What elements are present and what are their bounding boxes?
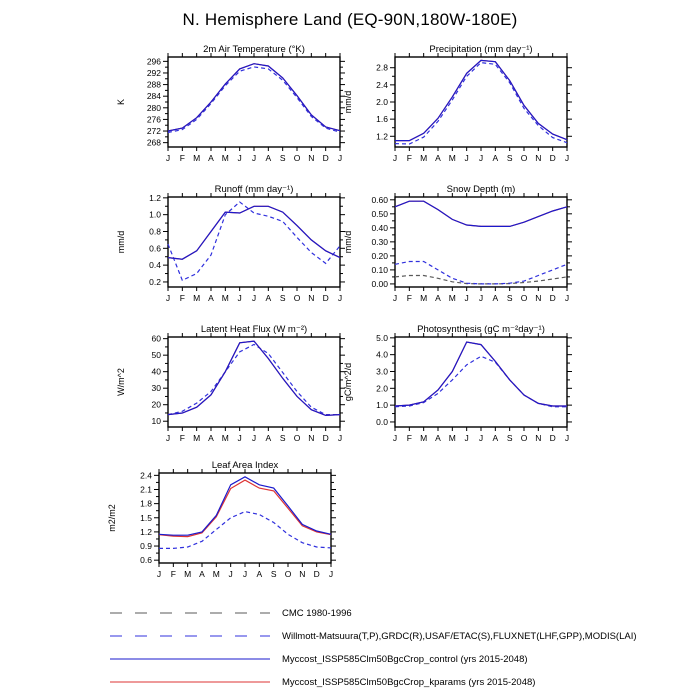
svg-text:A: A [208,153,214,163]
svg-text:O: O [293,433,301,443]
svg-text:O: O [520,293,528,303]
svg-text:4.0: 4.0 [376,349,388,360]
panel-snow-depth [337,180,587,312]
svg-text:2.4: 2.4 [376,79,388,90]
svg-text:0.6: 0.6 [140,555,152,566]
svg-text:A: A [492,293,499,303]
legend-line-swatch-cmc [110,608,270,618]
svg-text:A: A [256,569,263,579]
svg-text:2.8: 2.8 [376,62,388,73]
svg-text:288: 288 [146,79,161,90]
svg-text:30: 30 [151,383,161,394]
svg-text:0.40: 0.40 [371,222,388,233]
svg-text:O: O [293,293,301,303]
svg-text:O: O [293,153,301,163]
svg-text:20: 20 [151,399,161,410]
panel-leaf-area-index [101,456,351,588]
svg-text:A: A [435,293,441,303]
svg-text:A: A [265,293,272,303]
svg-text:K: K [116,98,126,106]
svg-text:5.0: 5.0 [376,332,388,343]
svg-text:N: N [308,433,315,443]
svg-text:280: 280 [146,102,161,113]
svg-text:M: M [420,153,428,163]
svg-text:Leaf Area Index: Leaf Area Index [211,460,279,471]
svg-text:N: N [299,569,306,579]
svg-text:J: J [237,433,242,443]
svg-text:M: M [420,433,428,443]
svg-text:J: J [464,153,469,163]
svg-text:S: S [279,153,286,163]
svg-text:40: 40 [151,366,161,377]
svg-text:1.2: 1.2 [149,192,161,203]
svg-text:292: 292 [146,67,161,78]
svg-text:M: M [221,433,229,443]
svg-text:A: A [199,569,205,579]
svg-text:2.0: 2.0 [376,97,388,107]
svg-text:1.5: 1.5 [140,512,152,523]
svg-text:J: J [478,433,484,443]
svg-text:1.6: 1.6 [376,114,388,125]
svg-text:276: 276 [146,114,161,125]
svg-text:J: J [242,569,248,579]
svg-text:0.8: 0.8 [149,226,161,237]
svg-text:Precipitation (mm day⁻¹): Precipitation (mm day⁻¹) [429,44,533,55]
svg-text:O: O [520,433,528,443]
svg-text:284: 284 [146,91,161,102]
svg-text:M: M [221,293,229,303]
svg-text:0.10: 0.10 [371,264,388,275]
panel-2m-air-temperature [110,40,360,172]
legend-label-cmc: CMC 1980-1996 [282,607,352,619]
svg-text:0.20: 0.20 [371,250,388,261]
svg-text:N: N [535,293,542,303]
svg-text:0.50: 0.50 [371,208,388,219]
svg-text:0.0: 0.0 [376,416,388,427]
svg-text:D: D [322,293,329,303]
svg-text:272: 272 [146,126,161,137]
svg-text:J: J [165,433,171,443]
svg-text:296: 296 [146,56,161,67]
panel-precipitation [337,40,587,172]
svg-text:S: S [279,433,286,443]
svg-text:F: F [179,293,185,303]
legend-item-obs [110,630,637,642]
svg-text:0.6: 0.6 [149,243,161,254]
panel-runoff [110,180,360,312]
svg-text:1.8: 1.8 [140,498,152,509]
svg-text:S: S [270,569,277,579]
svg-text:N: N [535,433,542,443]
svg-text:J: J [237,293,242,303]
svg-text:J: J [156,569,162,579]
svg-text:0.4: 0.4 [149,260,161,271]
svg-text:1.2: 1.2 [376,131,388,142]
svg-text:J: J [392,293,398,303]
svg-text:J: J [337,293,343,303]
svg-text:S: S [279,293,286,303]
svg-text:D: D [322,433,329,443]
svg-text:J: J [337,433,343,443]
svg-text:D: D [549,433,556,443]
svg-text:S: S [506,433,513,443]
svg-text:0.30: 0.30 [371,236,388,247]
svg-text:2.1: 2.1 [140,484,152,495]
panel-photosynthesis [337,320,587,452]
svg-text:S: S [506,293,513,303]
figure-title: N. Hemisphere Land (EQ-90N,180W-180E) [182,10,518,29]
svg-text:2.0: 2.0 [376,383,388,394]
svg-text:M: M [212,569,220,579]
legend-label-obs: Willmott-Matsuura(T,P),GRDC(R),USAF/ETAC(S),FLUXNET(LHF,GPP),MODIS(LAI) [282,630,637,642]
svg-text:J: J [328,569,334,579]
svg-text:A: A [492,153,499,163]
svg-text:A: A [435,433,441,443]
panel-latent-heat-flux [110,320,360,452]
svg-text:60: 60 [151,333,161,344]
svg-text:D: D [313,569,320,579]
svg-text:0.9: 0.9 [140,541,152,552]
svg-text:2m Air Temperature (°K): 2m Air Temperature (°K) [203,44,305,55]
legend-item-cmc [110,607,352,619]
legend-line-swatch-control [110,654,270,664]
svg-text:J: J [251,433,257,443]
svg-text:J: J [392,433,398,443]
svg-text:Runoff (mm day⁻¹): Runoff (mm day⁻¹) [214,184,294,195]
svg-text:A: A [265,153,272,163]
svg-text:O: O [284,569,292,579]
svg-text:J: J [478,293,484,303]
svg-text:J: J [228,569,233,579]
svg-text:D: D [549,153,556,163]
svg-text:A: A [435,153,441,163]
svg-text:J: J [564,293,570,303]
svg-text:mm/d: mm/d [343,90,353,114]
svg-text:10: 10 [151,416,161,427]
svg-text:D: D [322,153,329,163]
svg-text:M: M [184,569,192,579]
svg-text:A: A [208,293,214,303]
svg-text:A: A [265,433,272,443]
svg-text:M: M [193,293,201,303]
svg-text:J: J [464,293,469,303]
svg-text:A: A [208,433,214,443]
svg-text:1.0: 1.0 [149,209,161,220]
legend-line-swatch-kparams [110,677,270,687]
svg-text:J: J [251,153,257,163]
svg-text:m2/m2: m2/m2 [107,504,117,532]
svg-text:268: 268 [146,137,161,148]
svg-text:W/m^2: W/m^2 [116,368,126,396]
svg-text:Snow Depth (m): Snow Depth (m) [446,184,516,195]
svg-text:M: M [448,433,456,443]
svg-text:O: O [520,153,528,163]
svg-text:J: J [564,433,570,443]
svg-text:M: M [420,293,428,303]
svg-text:2.4: 2.4 [140,470,152,481]
svg-text:F: F [406,433,412,443]
svg-text:N: N [308,293,315,303]
svg-text:J: J [251,293,257,303]
svg-text:J: J [165,293,171,303]
svg-text:3.0: 3.0 [376,366,388,377]
svg-text:F: F [179,433,185,443]
svg-text:50: 50 [151,350,161,361]
svg-text:1.0: 1.0 [376,400,388,411]
svg-text:M: M [448,153,456,163]
svg-text:1.2: 1.2 [140,526,152,537]
svg-text:J: J [165,153,171,163]
svg-text:A: A [492,433,499,443]
svg-text:F: F [170,569,176,579]
svg-text:mm/d: mm/d [116,230,126,254]
svg-text:J: J [464,433,469,443]
svg-text:J: J [564,153,570,163]
svg-text:M: M [448,293,456,303]
svg-text:mm/d: mm/d [343,230,353,254]
svg-text:S: S [506,153,513,163]
svg-text:Photosynthesis (gC m⁻²day⁻¹): Photosynthesis (gC m⁻²day⁻¹) [417,324,545,335]
svg-text:J: J [237,153,242,163]
svg-text:0.00: 0.00 [371,278,388,289]
legend-line-swatch-obs [110,631,270,641]
svg-text:J: J [337,153,343,163]
legend-label-control: Myccost_ISSP585Clm50BgcCrop_control (yrs 2015-2048) [282,653,528,665]
svg-text:F: F [406,153,412,163]
svg-text:D: D [549,293,556,303]
svg-text:gC/m^2/d: gC/m^2/d [343,362,353,402]
svg-text:M: M [221,153,229,163]
svg-text:J: J [392,153,398,163]
legend-item-control [110,653,528,665]
svg-text:Latent Heat Flux (W m⁻²): Latent Heat Flux (W m⁻²) [200,324,308,335]
legend-label-kparams: Myccost_ISSP585Clm50BgcCrop_kparams (yrs 2015-2048) [282,676,536,688]
svg-text:0.60: 0.60 [371,194,388,205]
svg-text:N: N [308,153,315,163]
svg-text:M: M [193,433,201,443]
svg-text:J: J [478,153,484,163]
svg-text:0.2: 0.2 [149,276,161,287]
legend-item-kparams [110,676,535,688]
svg-text:F: F [179,153,185,163]
svg-text:N: N [535,153,542,163]
svg-text:M: M [193,153,201,163]
svg-text:F: F [406,293,412,303]
